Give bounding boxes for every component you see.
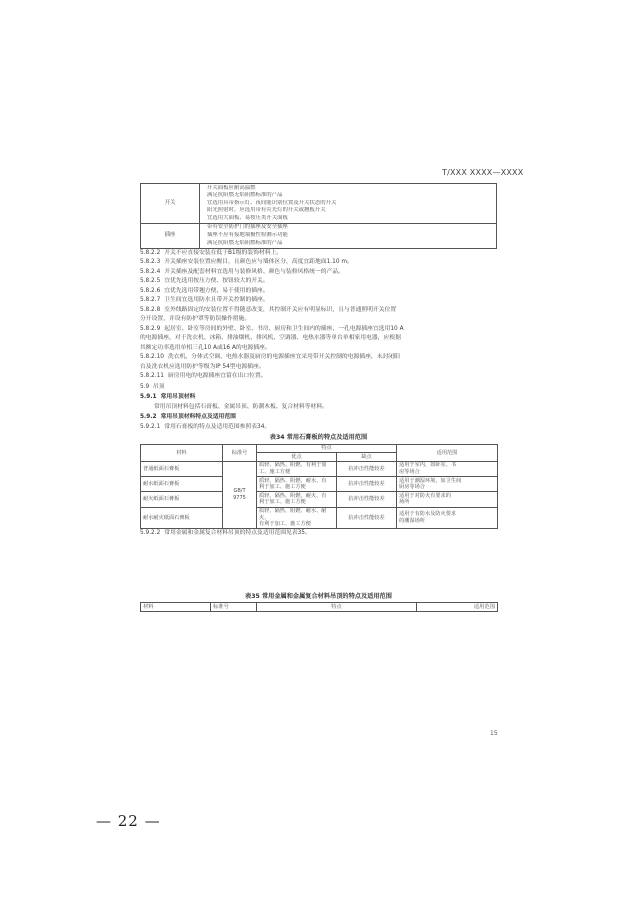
clause-5-8-2-10 [140, 353, 497, 372]
cell-line: 适用于有防水及防火要求 [399, 511, 457, 518]
cell-line: 适用于对防火有要求的 [399, 492, 451, 499]
header-features: 特点 [257, 444, 397, 453]
cell-line: 厨房等场合 [399, 484, 425, 491]
desc-line: 满足抗阻燃无焰阻燃标准的产品 [207, 239, 283, 246]
clause-5-9-2-2 [140, 529, 497, 539]
clause-continuation: 其额定功率选用单相三孔10 A或16 A的电源插座。 [140, 344, 271, 351]
header-material: 材料 [141, 444, 223, 461]
row-desc-socket [200, 223, 497, 248]
cell-scope [397, 477, 498, 492]
clause-5-8-2-11 [140, 372, 497, 382]
desc-line: 宜选用大面板、易按压类开关面板 [207, 214, 288, 221]
desc-line: 满足抗阻燃无焰阻燃标准的产品 [207, 192, 283, 199]
clause-5-8-2-7 [140, 296, 497, 306]
cell-line: 房等场合 [399, 469, 420, 476]
table-row [141, 184, 497, 224]
cell-line: 的潮湿场所 [399, 517, 425, 524]
cell-scope [397, 492, 498, 507]
header-features: 特点 [257, 603, 417, 612]
cell-pros [257, 461, 337, 476]
header-scope: 适用范围 [397, 444, 498, 461]
spacer [140, 539, 497, 591]
clause-5-8-2-5 [140, 277, 497, 287]
clause-continuation: 台及洗衣机应选用防护等级为IP 54型电源插座。 [140, 363, 265, 370]
cell-cons: 抗冲击性能较差 [337, 461, 397, 476]
cell-scope [397, 507, 498, 529]
gypsum-board-table [140, 444, 498, 530]
desc-line: 带有安全防护门的插座及安全插座 [207, 224, 288, 231]
desc-line: 阳光照射时，应选用带有荧光灯的开关或翘板开关 [207, 207, 326, 214]
clause-text: 洗衣机、分体式空调、电热水器及厨房的电源插座宜采用带开关控制的电源插座，未封闭阳 [167, 354, 400, 361]
clause-number: 5.8.2.4 [140, 268, 161, 275]
cell-material: 耐火纸面石膏板 [141, 492, 223, 507]
cell-line: 工、施工方便 [259, 469, 291, 476]
clause-5-9-2-1 [140, 423, 497, 433]
cell-line: 有利于加工、施工方便 [259, 521, 311, 528]
clause-text: 宜优先选用带翘方便、易于使用的插座。 [164, 287, 269, 294]
cell-cons: 抗冲击性能较差 [337, 477, 397, 492]
clause-text: 厨房用电的电源插座宜留在出口位置。 [167, 373, 267, 380]
header-material: 材料 [141, 603, 211, 612]
clause-5-8-2-2 [140, 249, 497, 259]
cell-line: 适用于潮湿环境，如卫生间 [399, 477, 462, 484]
clause-number: 5.8.2.5 [140, 278, 161, 285]
cell-line: 适用于室内，如卧室、书 [399, 462, 457, 469]
cell-line: 利于加工、施工方便 [259, 484, 306, 491]
clause-text: 常用金属和金属复合材料吊顶的特点及适用范围见表35。 [164, 530, 311, 537]
clause-continuation: 分开设置，并设有防护罩等防误操作措施。 [140, 316, 251, 323]
clause-number: 5.8.2.10 [140, 354, 164, 361]
cell-line: 质轻、隔热、阻燃、耐水、有 [259, 477, 327, 484]
header-standard: 标准号 [223, 444, 257, 461]
standard-line: GB/T [233, 488, 246, 495]
section-title: 吊顶 [152, 383, 165, 390]
clause-5-8-2-4 [140, 268, 497, 278]
cell-pros [257, 492, 337, 507]
clause-number: 5.9.2.1 [140, 423, 161, 430]
clause-text: 卫生间宜选用防水且带开关控制的插座。 [164, 297, 269, 304]
clause-5-8-2-3 [140, 258, 497, 268]
document-code: T/XXX XXXX—XXXX [442, 168, 524, 177]
cell-line: 利于加工、施工方便 [259, 499, 306, 506]
clause-5-8-2-6 [140, 287, 497, 297]
cell-pros [257, 507, 337, 529]
clause-text: 常用石膏板的特点及适用范围参照表34。 [164, 423, 271, 430]
desc-line: 宜选用具带指示灯、夜间能识别位置及开关状态的开关 [207, 199, 337, 206]
clause-number: 5.8.2.2 [140, 249, 161, 256]
row-desc-switch [200, 184, 497, 224]
table-34-caption: 表34 常用石膏板的特点及适用范围 [269, 434, 368, 442]
section-body-5-9-1: 常用吊顶材料包括石膏板、金属吊顶、防潮木板、复合材料等材料。 [154, 403, 328, 410]
clause-number: 5.8.2.11 [140, 373, 164, 380]
section-number: 5.9.1 [140, 394, 157, 401]
cell-line: 场所 [399, 499, 410, 506]
clause-continuation: 的电源插座，对于洗衣机、冰箱、排油烟机、排风机、空调器、电热水器等单台单相家用电器，应根据 [140, 335, 401, 342]
cell-pros [257, 477, 337, 492]
clause-number: 5.8.2.6 [140, 287, 161, 294]
cell-material: 耐水耐火纸面石膏板 [141, 507, 223, 529]
clause-text: 开关不应直接安装在低于B1级的装饰材料上。 [164, 249, 283, 256]
cell-line: 质轻、隔热、阻燃、耐水、耐火、 [259, 508, 327, 521]
table-row [141, 223, 497, 248]
clause-5-8-2-8 [140, 306, 497, 325]
clause-number: 5.8.2.8 [140, 306, 161, 313]
section-heading-5-9-2 [140, 413, 497, 423]
metal-ceiling-table [140, 602, 498, 612]
section-title: 常用吊顶材料特点及适用范围 [160, 414, 236, 421]
cell-line: 质轻、隔热、阻燃、有利于加 [259, 462, 327, 469]
main-content [140, 183, 497, 612]
section-number: 5.9.2 [140, 414, 157, 421]
section-number: 5.9 [140, 383, 150, 390]
section-title: 常用吊顶材料 [160, 394, 196, 401]
page-number: 15 [490, 730, 498, 737]
clause-5-8-2-9 [140, 325, 497, 354]
clause-text: 起居室、卧室等房间的外壁、卧室、书房、厨房和卫生间内的插座，一孔电源插座宜选用10 A [164, 325, 404, 332]
header-pros: 优点 [257, 453, 337, 462]
desc-line: 开关面板应耐高温燃 [207, 184, 256, 191]
clause-text: 宜优先选用按压方便、按钮较大的开关。 [164, 278, 269, 285]
cell-cons: 抗冲击性能较差 [337, 492, 397, 507]
standard-line: 9775 [233, 495, 246, 502]
header-cons: 缺点 [337, 453, 397, 462]
switch-socket-table [140, 183, 497, 249]
clause-text: 室外线路固定的安装位置不得随意改变，其控制开关应有明显标识，且与普通照明开关位置 [164, 306, 397, 313]
cell-cons: 抗冲击性能较差 [337, 507, 397, 529]
desc-line: 插座不应有接地端极性检测示功能 [207, 232, 288, 239]
table-35-caption: 表35 常用金属和金属复合材料吊顶的特点及适用范围 [245, 592, 392, 600]
print-page-number: — 22 — [96, 812, 161, 830]
table-row [141, 477, 498, 492]
cell-standard [223, 461, 257, 528]
section-heading-5-9 [140, 383, 497, 393]
cell-material: 耐水纸面石膏板 [141, 477, 223, 492]
clause-text: 开关插座安装位置应醒目，且颜色应与墙体区分，高度宜距地面1.10 m。 [164, 259, 353, 266]
table-header-row [141, 603, 498, 612]
table-row [141, 461, 498, 476]
table-header-row [141, 444, 498, 453]
cell-line: 质轻、隔热、阻燃、耐火、有 [259, 492, 327, 499]
cell-scope [397, 461, 498, 476]
table-row [141, 492, 498, 507]
row-name-socket: 插座 [141, 223, 200, 248]
header-standard: 标准号 [211, 603, 257, 612]
clause-number: 5.8.2.9 [140, 325, 161, 332]
clause-number: 5.8.2.3 [140, 259, 161, 266]
clause-number: 5.8.2.7 [140, 297, 161, 304]
section-heading-5-9-1 [140, 393, 497, 403]
clause-text: 开关插座及配套材料宜选用与装修风格、颜色与装修风格统一的产品。 [164, 268, 344, 275]
clause-number: 5.9.2.2 [140, 530, 161, 537]
table-row [141, 507, 498, 529]
cell-material: 普通纸面石膏板 [141, 461, 223, 476]
row-name-switch: 开关 [141, 184, 200, 224]
header-scope: 适用范围 [417, 603, 498, 612]
